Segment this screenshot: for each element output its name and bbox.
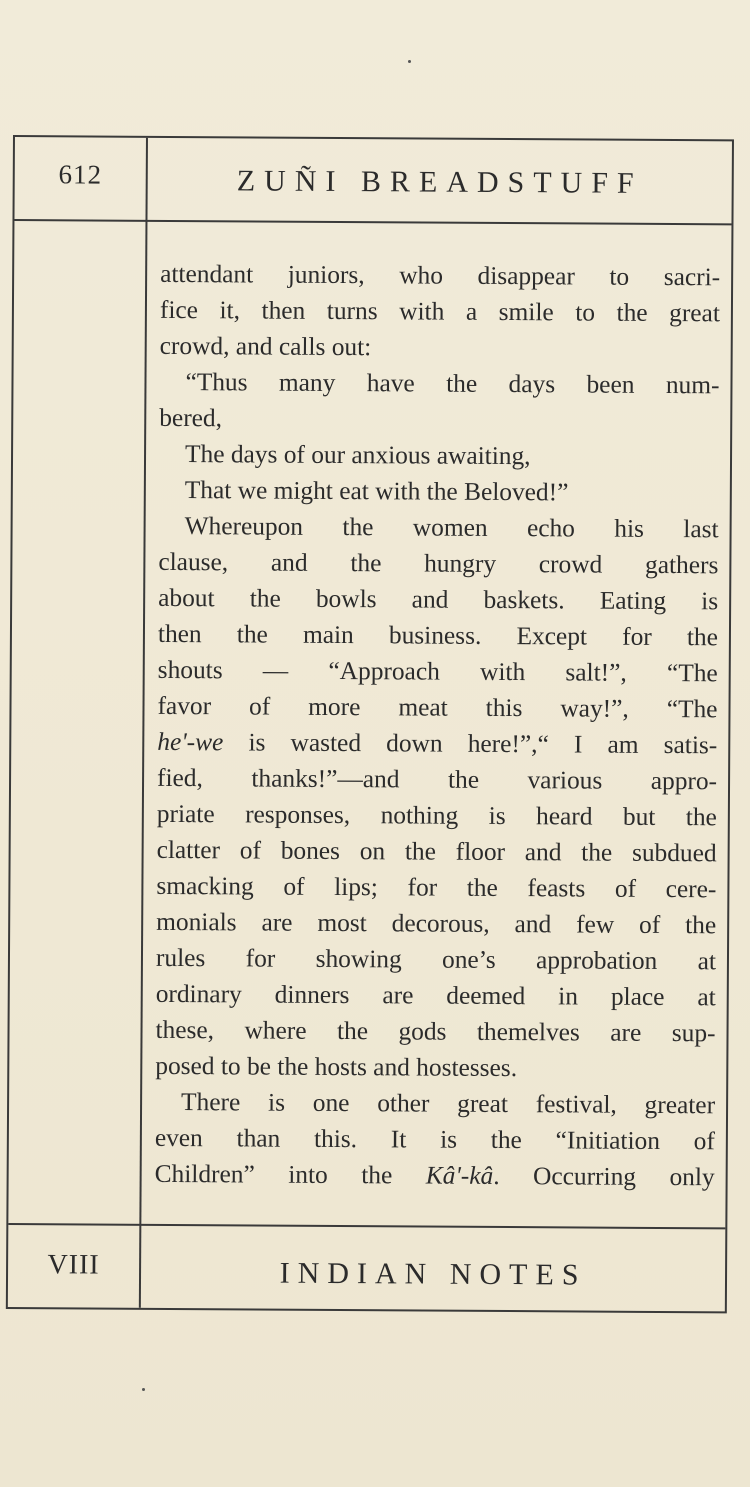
page-border-frame <box>6 135 734 1313</box>
text-line: fice it, then turns with a smile to the great <box>159 295 721 328</box>
text-line: attendant juniors, who disappear to sacri- <box>160 259 721 292</box>
text-line: shouts — “Approach with salt!”, “The <box>157 655 718 688</box>
text-line: monials are most decorous, and few of the <box>156 907 717 940</box>
text-line: Whereupon the women echo his last <box>184 512 719 544</box>
body-text <box>155 256 721 1195</box>
text-line: then the main business. Except for the <box>157 619 719 652</box>
text-line: Children” into the Kâ'-kâ. Occurring only <box>154 1159 715 1192</box>
text-line: clause, and the hungry crowd gathers <box>158 547 719 580</box>
paper-speck <box>408 60 411 63</box>
text-line: even than this. It is the “Initiation of <box>154 1123 715 1156</box>
text-line: clatter of bones on the floor and the subdued <box>156 835 717 868</box>
margin-divider-line <box>139 138 148 1308</box>
text-line: these, where the gods themelves are sup- <box>155 1015 716 1048</box>
verse-line: The days of our anxious awaiting, <box>184 440 531 471</box>
page-number: 612 <box>58 159 103 190</box>
page-header <box>14 137 731 225</box>
text-line: he'-we is wasted down here!”,“ I am satis- <box>157 727 718 760</box>
volume-number: VIII <box>47 1249 100 1281</box>
text-line: fied, thanks!”—and the various appro- <box>156 763 718 796</box>
text-line: smacking of lips; for the feasts of cere- <box>156 871 717 904</box>
text-line: There is one other great festival, greater <box>181 1088 716 1120</box>
text-line: about the bowls and baskets. Eating is <box>158 583 719 616</box>
page-footer <box>8 1223 725 1311</box>
verse-line: That we might eat with the Beloved!” <box>184 476 569 507</box>
text-line: favor of more meat this way!”, “The <box>157 691 718 724</box>
text-line: crowd, and calls out: <box>159 331 372 362</box>
text-line: posed to be the hosts and hostesses. <box>155 1051 518 1083</box>
footer-title: INDIAN NOTES <box>279 1256 587 1292</box>
paper-speck <box>142 1388 145 1391</box>
verse-line: bered, <box>159 403 223 433</box>
verse-line: “Thus many have the days been num- <box>185 368 720 400</box>
text-line: rules for showing one’s approbation at <box>155 943 717 976</box>
text-line: ordinary dinners are deemed in place at <box>155 979 716 1012</box>
text-line: priate responses, nothing is heard but the <box>156 799 717 832</box>
running-title: ZUÑI BREADSTUFF <box>236 164 643 200</box>
